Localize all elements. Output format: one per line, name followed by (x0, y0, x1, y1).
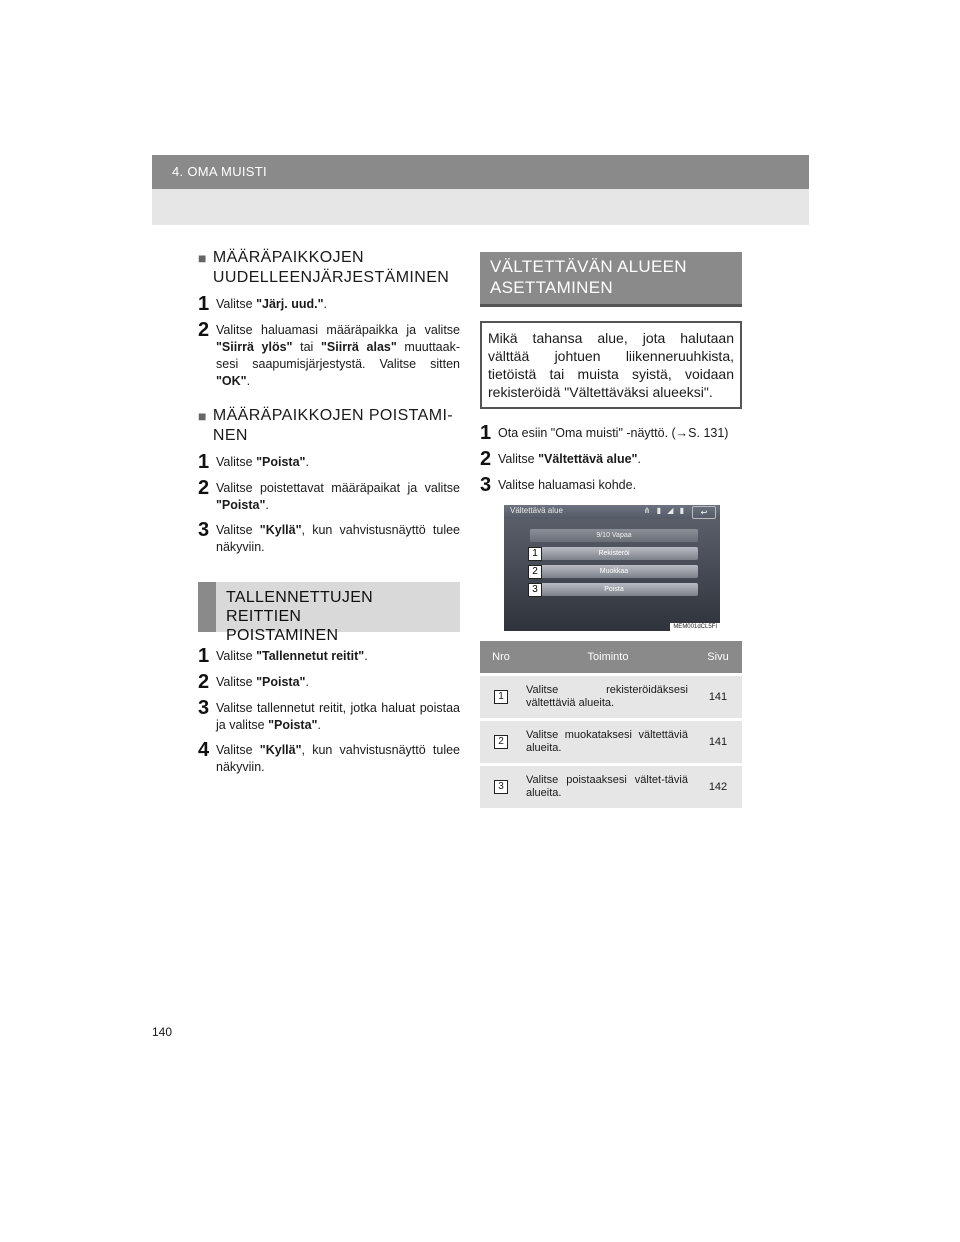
step: 1 Valitse "Tallennetut reitit". (198, 645, 368, 667)
section-divider (480, 304, 742, 307)
subheading-delete (198, 406, 460, 446)
step: 1 Ota esiin "Oma muisti" -näyttö. (→S. 131) (480, 422, 729, 444)
chapter-header-bar (152, 155, 809, 189)
section-title-saved-routes: TALLENNETTUJEN REITTIEN POISTAMINEN (198, 582, 460, 632)
row-action: Valitse muokataksesi vältettäviä alueita. (522, 720, 694, 765)
table-row (480, 765, 742, 809)
row-action: Valitse poistaaksesi vältet-täviä alueita. (522, 765, 694, 809)
subheading-reorder (198, 248, 460, 288)
screen-title-bar (504, 505, 720, 519)
row-action: Valitse rekisteröidäksesi vältettäviä alueita. (522, 675, 694, 720)
table-header-row (480, 641, 742, 675)
section-title-avoid-area: VÄLTETTÄVÄN ALUEEN ASETTAMINEN (480, 252, 742, 304)
row-number: 2 (494, 735, 508, 749)
callout-number: 2 (528, 565, 542, 579)
callout-number: 3 (528, 583, 542, 597)
column-header: Toiminto (522, 641, 694, 675)
status-icons: ⋔ ▮ ◢ ▮ (643, 506, 686, 515)
row-page: 141 (694, 720, 742, 765)
step: 3 Valitse "Kyllä", kun vahvistusnäyttö tulee näkyviin. (198, 519, 460, 554)
right-column (480, 252, 742, 808)
intro-box: Mikä tahansa alue, jota halutaan välttää johtuen liikenneruuhkista, tietöistä tai muista syistä, voidaan rekisteröidä "Vältettäväksi alueeksi". (480, 321, 742, 409)
column-header: Sivu (694, 641, 742, 675)
back-icon[interactable]: ↩ (692, 506, 716, 519)
table-row (480, 720, 742, 765)
row-number: 3 (494, 780, 508, 794)
square-bullet-icon: ■ (198, 250, 207, 266)
step: 4 Valitse "Kyllä", kun vahvistusnäyttö tulee näkyviin. (198, 739, 460, 774)
column-header: Nro (480, 641, 522, 675)
chapter-title: 4. OMA MUISTI (172, 164, 267, 179)
step: 3 Valitse tallennetut reitit, jotka haluat poistaa ja valitse "Poista". (198, 697, 460, 732)
page-number: 140 (152, 1025, 173, 1039)
table-row (480, 675, 742, 720)
screen-screenshot (504, 505, 720, 631)
step: 2 Valitse "Poista". (198, 671, 309, 693)
callout-number: 1 (528, 547, 542, 561)
row-page: 142 (694, 765, 742, 809)
row-number: 1 (494, 690, 508, 704)
step: 3 Valitse haluamasi kohde. (480, 474, 637, 496)
step: 2 Valitse poistettavat määräpaikat ja valitse "Poista". (198, 477, 460, 512)
row-page: 141 (694, 675, 742, 720)
step: 2 Valitse "Vältettävä alue". (480, 448, 641, 470)
chapter-header-band (152, 189, 809, 225)
step: 1 Valitse "Poista". (198, 451, 309, 473)
function-table (480, 641, 742, 808)
capacity-status: 9/10 Vapaa (530, 529, 698, 542)
step: 1 Valitse "Järj. uud.". (198, 293, 327, 315)
square-bullet-icon: ■ (198, 408, 207, 424)
heading-text: MÄÄRÄPAIKKOJEN (212, 249, 364, 266)
step: 2 Valitse haluamasi määräpaikka ja valitse "Siirrä ylös" tai "Siirrä alas" muuttaak-sesi saapumisjärjestystä. Valitse sitten "OK". (198, 319, 461, 388)
left-column (198, 248, 460, 776)
image-code: MEM001dCL5FI (670, 623, 720, 631)
heading-text: UUDELLEENJÄRJESTÄMINEN (212, 269, 450, 286)
register-button[interactable]: Rekisteröi (530, 547, 698, 560)
edit-button[interactable]: Muokkaa (530, 565, 698, 578)
heading-text: MÄÄRÄPAIKKOJEN POISTAMI-NEN (212, 407, 454, 444)
screen-title: Vältettävä alue (510, 506, 563, 515)
delete-button[interactable]: Poista (530, 583, 698, 596)
